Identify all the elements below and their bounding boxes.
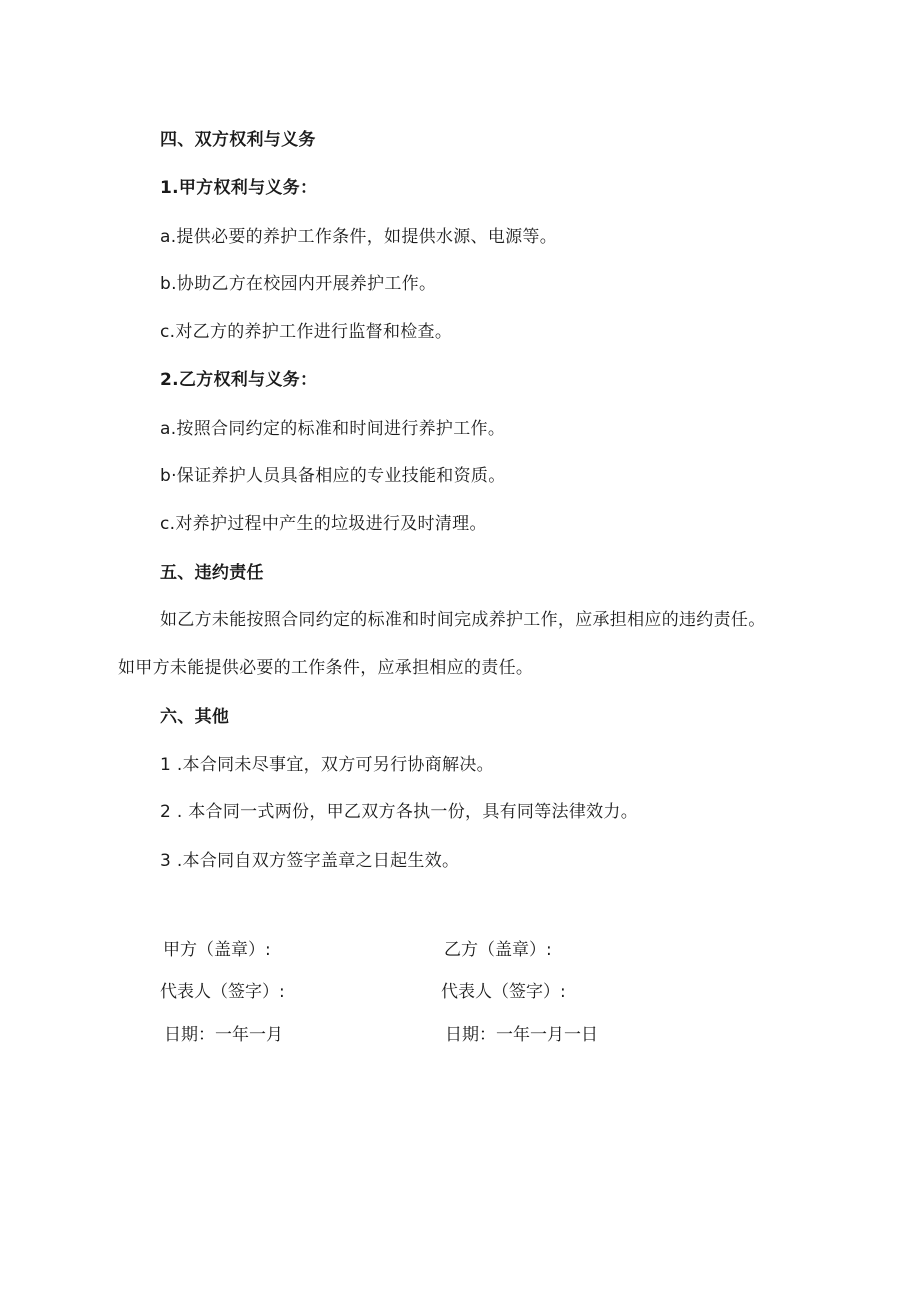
section-5-title: 五、违约责任 (160, 563, 264, 583)
section-6-item-2: 2 . 本合同一式两份，甲乙双方各执一份，具有同等法律效力。 (160, 802, 639, 822)
section-6-item-1: 1 .本合同未尽事宜，双方可另行协商解决。 (160, 755, 494, 775)
party-a-seal-label: 甲方（盖章）: (163, 940, 271, 960)
party-a-item-b: b.协助乙方在校园内开展养护工作。 (160, 274, 437, 294)
party-b-seal-label: 乙方（盖章）: (444, 940, 552, 960)
section-6-item-3: 3 .本合同自双方签字盖章之日起生效。 (160, 851, 460, 871)
party-b-item-a: a.按照合同约定的标准和时间进行养护工作。 (160, 419, 506, 439)
party-a-date-label: 日期：一年一月 (164, 1025, 283, 1045)
party-a-rep-label: 代表人（签字）: (160, 982, 285, 1002)
party-b-date-label: 日期：一年一月一日 (445, 1025, 598, 1045)
party-a-item-a: a.提供必要的养护工作条件，如提供水源、电源等。 (160, 227, 558, 247)
section-6-title: 六、其他 (160, 707, 230, 727)
section-4-title: 四、双方权利与义务 (160, 130, 316, 150)
party-b-heading: 2.乙方权利与义务： (160, 370, 318, 390)
party-b-rep-label: 代表人（签字）: (441, 982, 566, 1002)
section-5-body: 如乙方未能按照合同约定的标准和时间完成养护工作，应承担相应的违约责任。如甲方未能提供必要的工作条件，应承担相应的责任。 (118, 610, 766, 678)
party-b-item-c: c.对养护过程中产生的垃圾进行及时清理。 (160, 514, 487, 534)
party-a-heading: 1.甲方权利与义务： (160, 178, 318, 198)
party-b-item-b: b·保证养护人员具备相应的专业技能和资质。 (160, 466, 506, 486)
party-a-item-c: c.对乙方的养护工作进行监督和检查。 (160, 322, 453, 342)
